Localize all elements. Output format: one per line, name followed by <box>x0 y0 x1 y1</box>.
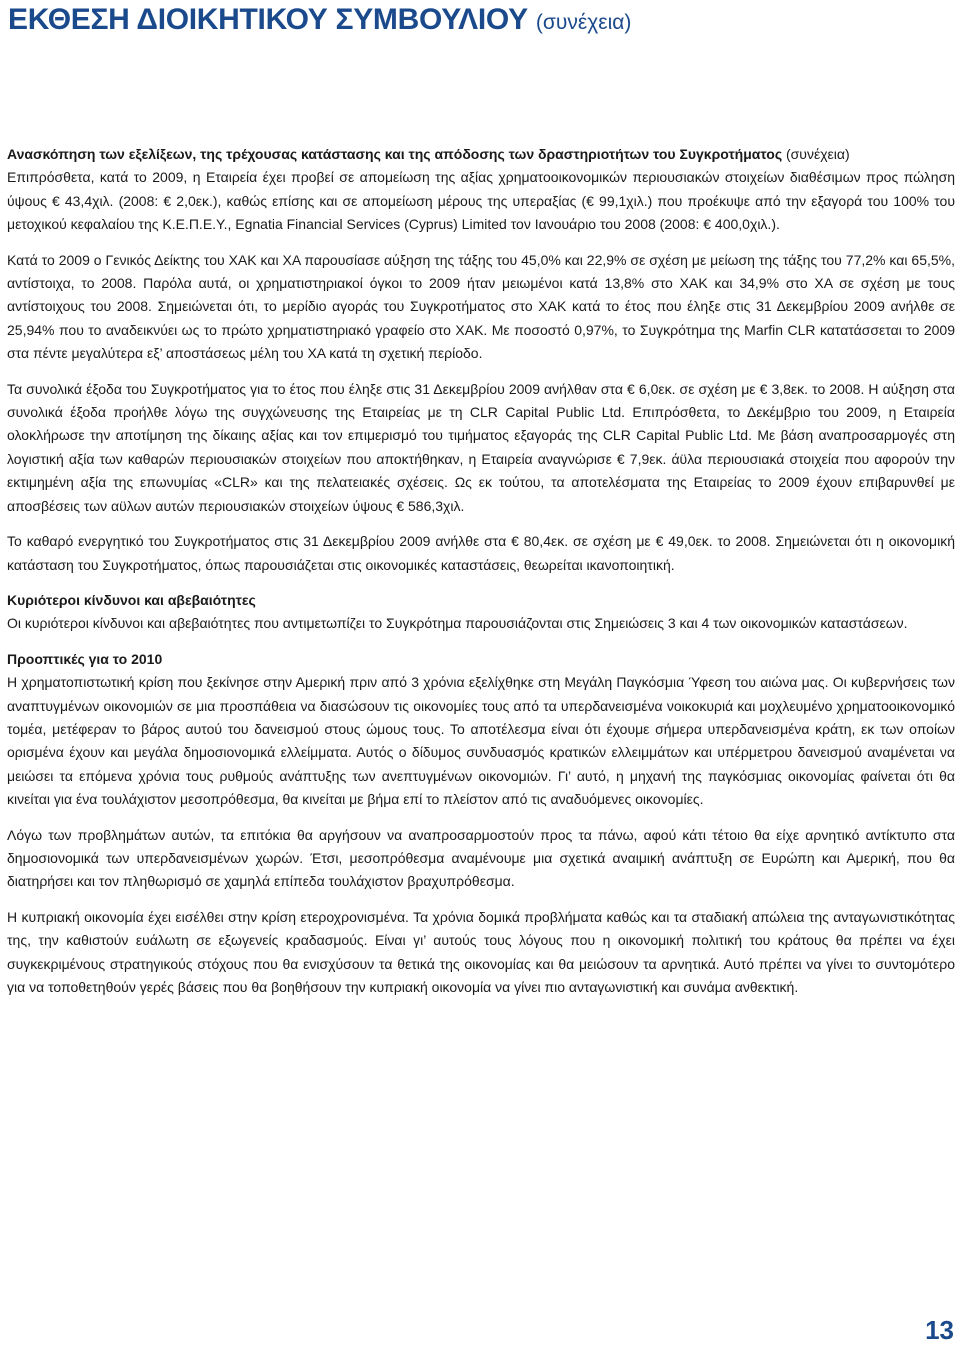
page-title <box>8 0 631 43</box>
section-outlook-heading: Προοπτικές για το 2010 <box>7 650 163 667</box>
page-title-text: ΕΚΘΕΣΗ ΔΙΟΙΚΗΤΙΚΟΥ ΣΥΜΒΟΥΛΙΟΥ <box>8 3 528 36</box>
page-title-subtitle: (συνέχεια) <box>535 11 632 34</box>
section-risks-heading: Κυριότεροι κίνδυνοι και αβεβαιότητες <box>7 591 256 608</box>
paragraph-risks: Οι κυριότεροι κίνδυνοι και αβεβαιότητες που αντιμετωπίζει το Συγκρότημα παρουσιάζονται στις Σημειώσεις 3 και 4 των οικονομικών καταστάσεων. <box>7 615 908 632</box>
section-overview-title: Ανασκόπηση των εξελίξεων, της τρέχουσας κατάστασης και της απόδοσης των δραστηριοτήτων του Συγκροτήματος <box>7 146 783 162</box>
paragraph-market-indices: Κατά το 2009 ο Γενικός Δείκτης του ΧΑΚ και ΧΑ παρουσίασε αύξηση της τάξης του 45,0% και 22,9% σε σχέση με μείωση της τάξης του 77,2% και 65,5%, αντίστοιχα, το 2008. Παρόλα αυτά, οι χρηματιστηριακοί όγκοι το 2009 ήταν μειωμένοι κατά 13,8% στο ΧΑΚ και 34,9% στο ΧΑ σε σχέση με τους αντίστοιχους του 2008. Σημειώνεται ότι, το μερίδιο αγοράς του Συγκροτήματος στο ΧΑΚ κατά το έτος που έληξε στις 31 Δεκεμβρίου 2009 ανήλθε σε 25,94% που το αναδεικνύει ως το πρώτο χρηματιστηριακό γραφείο στο ΧΑΚ. Με ποσοστό 0,97%, το Συγκρότημα της Marfin CLR κατατάσσεται το 2009 στα πέντε μεγαλύτερα εξ’ αποστάσεως μέλη του ΧΑ κατά τη σχετική περίοδο. <box>7 251 955 362</box>
paragraph-impairment: Επιπρόσθετα, κατά το 2009, η Εταιρεία έχει προβεί σε απομείωση της αξίας χρηματοοικονομικών περιουσιακών στοιχείων διαθέσιμων προς πώληση ύψους € 43,4χιλ. (2008: € 2,0εκ.), καθώς επίσης και σε απομείωση μέρους της υπεραξίας (€ 99,1χιλ.) που προέκυψε από την εξαγορά του 100% του μετοχικού κεφαλαίου της Κ.Ε.Π.Ε.Υ., Egnatia Financial Services (Cyprus) Limited τον Ιανουάριο του 2008 (2008: € 400,0χιλ.). <box>7 169 955 233</box>
section-overview-suffix: (συνέχεια) <box>782 146 850 162</box>
paragraph-outlook-crisis: Η χρηματοπιστωτική κρίση που ξεκίνησε στην Αμερική πριν από 3 χρόνια εξελίχθηκε στη Μεγάλη Παγκόσμια Ύφεση του αιώνα μας. Οι κυβερνήσεις των αναπτυγμένων οικονομιών σε μια προσπάθεια να διασώσουν τις οικονομίες τους από τα υπερδανεισμένα νοικοκυριά και μοχλευμένο χρηματοοικονομικό τομέα, μετέφεραν το βάρος αυτού του δανεισμού στους ώμους τους. Το αποτέλεσμα είναι ότι έχουμε σήμερα υπερδανεισμένα κράτη, εκ των οποίων ορισμένα έχουν και μεγάλα δημοσιονομικά ελλείμματα. Αυτός ο δίδυμος συνδυασμός κρατικών ελλειμμάτων και υπέρμετρου δανεισμού αναμένεται να μειώσει τα επόμενα χρόνια τους ρυθμούς ανάπτυξης των ανεπτυγμένων οικονομιών. Γι’ αυτό, η μηχανή της παγκόσμιας οικονομίας φαίνεται ότι θα κινείται για ένα τουλάχιστον μεσοπρόθεσμα, θα κινείται με βήμα επί το πλείστον από τις αναδυόμενες οικονομίες. <box>7 674 955 808</box>
page-number: 13 <box>925 1315 954 1345</box>
paragraph-net-assets: Το καθαρό ενεργητικό του Συγκροτήματος στις 31 Δεκεμβρίου 2009 ανήλθε στα € 80,4εκ. σε σχέση με € 49,0εκ. το 2008. Σημειώνεται ότι η οικονομική κατάσταση του Συγκροτήματος, όπως παρουσιάζεται στις οικονομικές καταστάσεις, θεωρείται ικανοποιητική. <box>7 533 955 573</box>
paragraph-outlook-rates: Λόγω των προβλημάτων αυτών, τα επιτόκια θα αργήσουν να αναπροσαρμοστούν προς τα πάνω, αφού κάτι τέτοιο θα είχε αρνητικό αντίκτυπο στα δημοσιονομικά των υπερδανεισμένων χωρών. Έτσι, μεσοπρόθεσμα αναμένουμε μια σχετικά αναιμική ανάπτυξη σε Ευρώπη και Αμερική, που θα διατηρήσει και τον πληθωρισμό σε χαμηλά επίπεδα τουλάχιστον βραχυπρόθεσμα. <box>7 826 955 890</box>
section-overview-heading <box>7 143 955 166</box>
paragraph-outlook-cyprus: Η κυπριακή οικονομία έχει εισέλθει στην κρίση ετεροχρονισμένα. Τα χρόνια δομικά προβλήματα καθώς και τα σταδιακή απώλεια της ανταγωνιστικότητας της, την καθιστούν ευάλωτη σε εξωγενείς κραδασμούς. Είναι γι’ αυτούς τους λόγους που η οικονομική πολιτική του κράτους θα πρέπει να έχει συγκεκριμένους στρατηγικούς στόχους που θα ενισχύσουν τα θετικά της οικονομίας και θα μειώσουν τα αρνητικά. Αυτό πρέπει να γίνει το συντομότερο για να τοποθετηθούν γερές βάσεις που θα βοηθήσουν την κυπριακή οικονομία να γίνει πιο ανταγωνιστική και συνάμα ανθεκτική. <box>7 908 955 995</box>
report-body <box>7 143 955 1011</box>
paragraph-expenses: Τα συνολικά έξοδα του Συγκροτήματος για το έτος που έληξε στις 31 Δεκεμβρίου 2009 ανήλθαν στα € 6,0εκ. σε σχέση με € 3,8εκ. το 2008. Η αύξηση στα συνολικά έξοδα προήλθε λόγω της συγχώνευσης της Εταιρείας με τη CLR Capital Public Ltd. Επιπρόσθετα, το Δεκέμβριο του 2009, η Εταιρεία ολοκλήρωσε την αποτίμηση της δίκαιης αξίας και τον επιμερισμό του τιμήματος εξαγοράς της CLR Capital Public Ltd. Με βάση αναπροσαρμογές στη λογιστική αξία των καθαρών περιουσιακών στοιχείων που αποκτήθηκαν, η Εταιρεία αναγνώρισε € 7,9εκ. άϋλα περιουσιακά στοιχεία που αφορούν την εκτιμημένη αξία της επωνυμίας «CLR» και της πελατειακές σχέσεις. Ως εκ τούτου, τα αποτελέσματα της Εταιρείας το 2009 έχουν επιβαρυνθεί με αποσβέσεις των αϋλων αυτών περιουσιακών στοιχείων ύψους € 586,3χιλ. <box>7 380 955 514</box>
